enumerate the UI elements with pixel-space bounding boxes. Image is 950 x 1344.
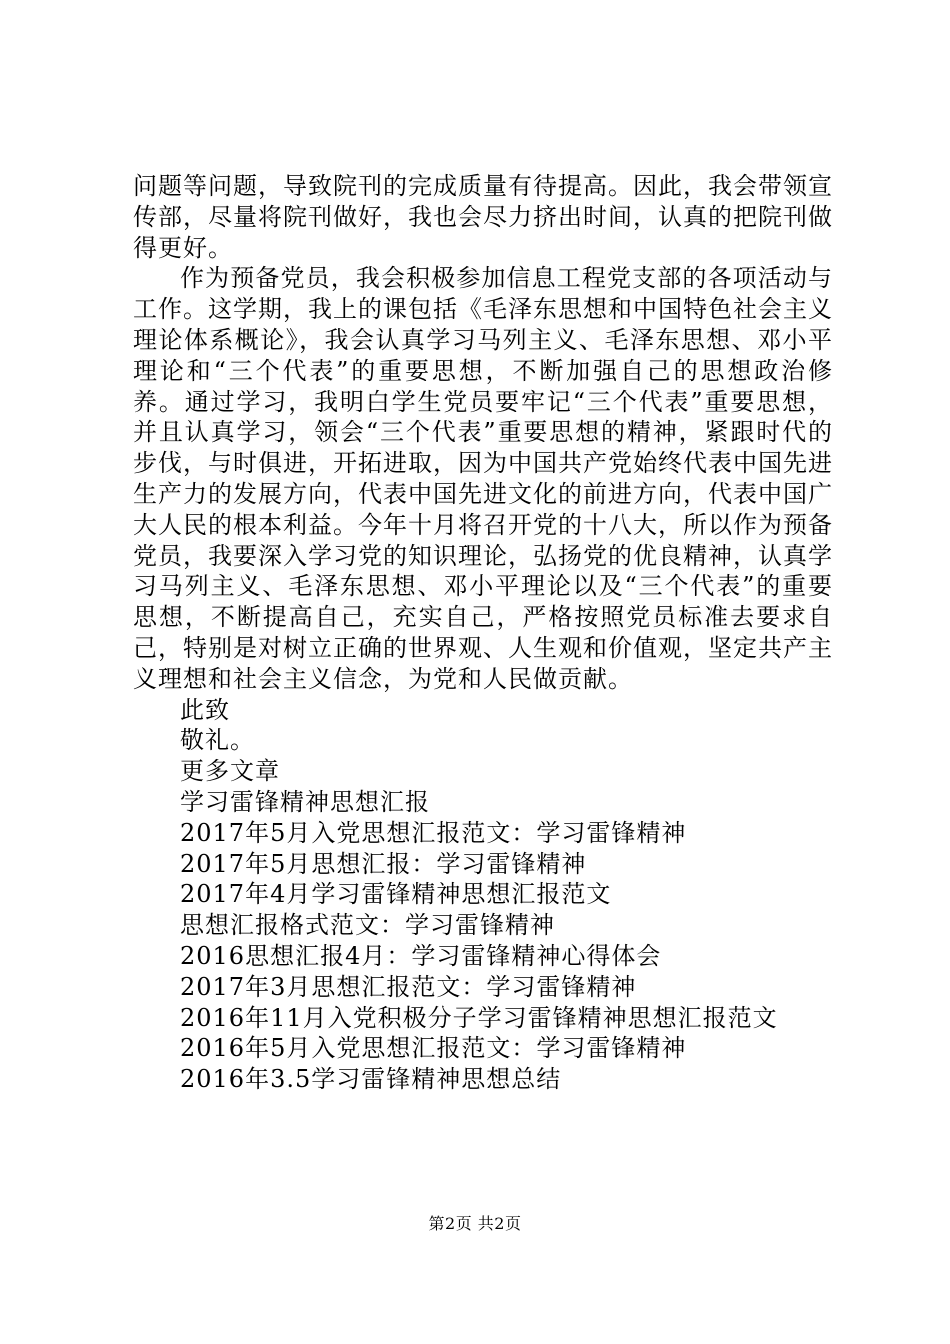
related-article-6[interactable]: 2016思想汇报4月：学习雷锋精神心得体会	[180, 941, 662, 970]
related-article-10[interactable]: 2016年3.5学习雷锋精神思想总结	[180, 1065, 562, 1094]
more-articles-heading: 更多文章	[180, 757, 280, 786]
closing-regards: 敬礼。	[180, 726, 255, 755]
body-paragraph-1: 问题等问题，导致院刊的完成质量有待提高。因此，我会带领宣传部，尽量将院刊做好，我也会尽力挤出时间，认真的把院刊做得更好。	[133, 172, 833, 262]
related-article-3[interactable]: 2017年5月思想汇报：学习雷锋精神	[180, 849, 587, 878]
related-article-8[interactable]: 2016年11月入党积极分子学习雷锋精神思想汇报范文	[180, 1003, 778, 1032]
related-article-7[interactable]: 2017年3月思想汇报范文：学习雷锋精神	[180, 972, 637, 1001]
document-body	[133, 171, 833, 1095]
related-article-2[interactable]: 2017年5月入党思想汇报范文：学习雷锋精神	[180, 818, 687, 847]
related-article-4[interactable]: 2017年4月学习雷锋精神思想汇报范文	[180, 880, 612, 909]
page-footer: 第2页 共2页	[428, 1214, 522, 1233]
related-article-9[interactable]: 2016年5月入党思想汇报范文：学习雷锋精神	[180, 1034, 687, 1063]
body-paragraph-2: 作为预备党员，我会积极参加信息工程党支部的各项活动与工作。这学期，我上的课包括《毛泽东思想和中国特色社会主义理论体系概论》，我会认真学习马列主义、毛泽东思想、邓小平理论和“三个代表”的重要思想，不断加强自己的思想政治修养。通过学习，我明白学生党员要牢记“三个代表”重要思想，并且认真学习，领会“三个代表”重要思想的精神，紧跟时代的步伐，与时俱进，开拓进取，因为中国共产党始终代表中国先进生产力的发展方向，代表中国先进文化的前进方向，代表中国广大人民的根本利益。今年十月将召开党的十八大，所以作为预备党员，我要深入学习党的知识理论，弘扬党的优良精神，认真学习马列主义、毛泽东思想、邓小平理论以及“三个代表”的重要思想，不断提高自己，充实自己，严格按照党员标准去要求自己，特别是对树立正确的世界观、人生观和价值观，坚定共产主义理想和社会主义信念，为党和人民做贡献。	[133, 264, 833, 693]
related-article-5[interactable]: 思想汇报格式范文：学习雷锋精神	[180, 911, 555, 940]
closing-salutation: 此致	[180, 695, 230, 724]
related-article-1[interactable]: 学习雷锋精神思想汇报	[180, 787, 430, 816]
